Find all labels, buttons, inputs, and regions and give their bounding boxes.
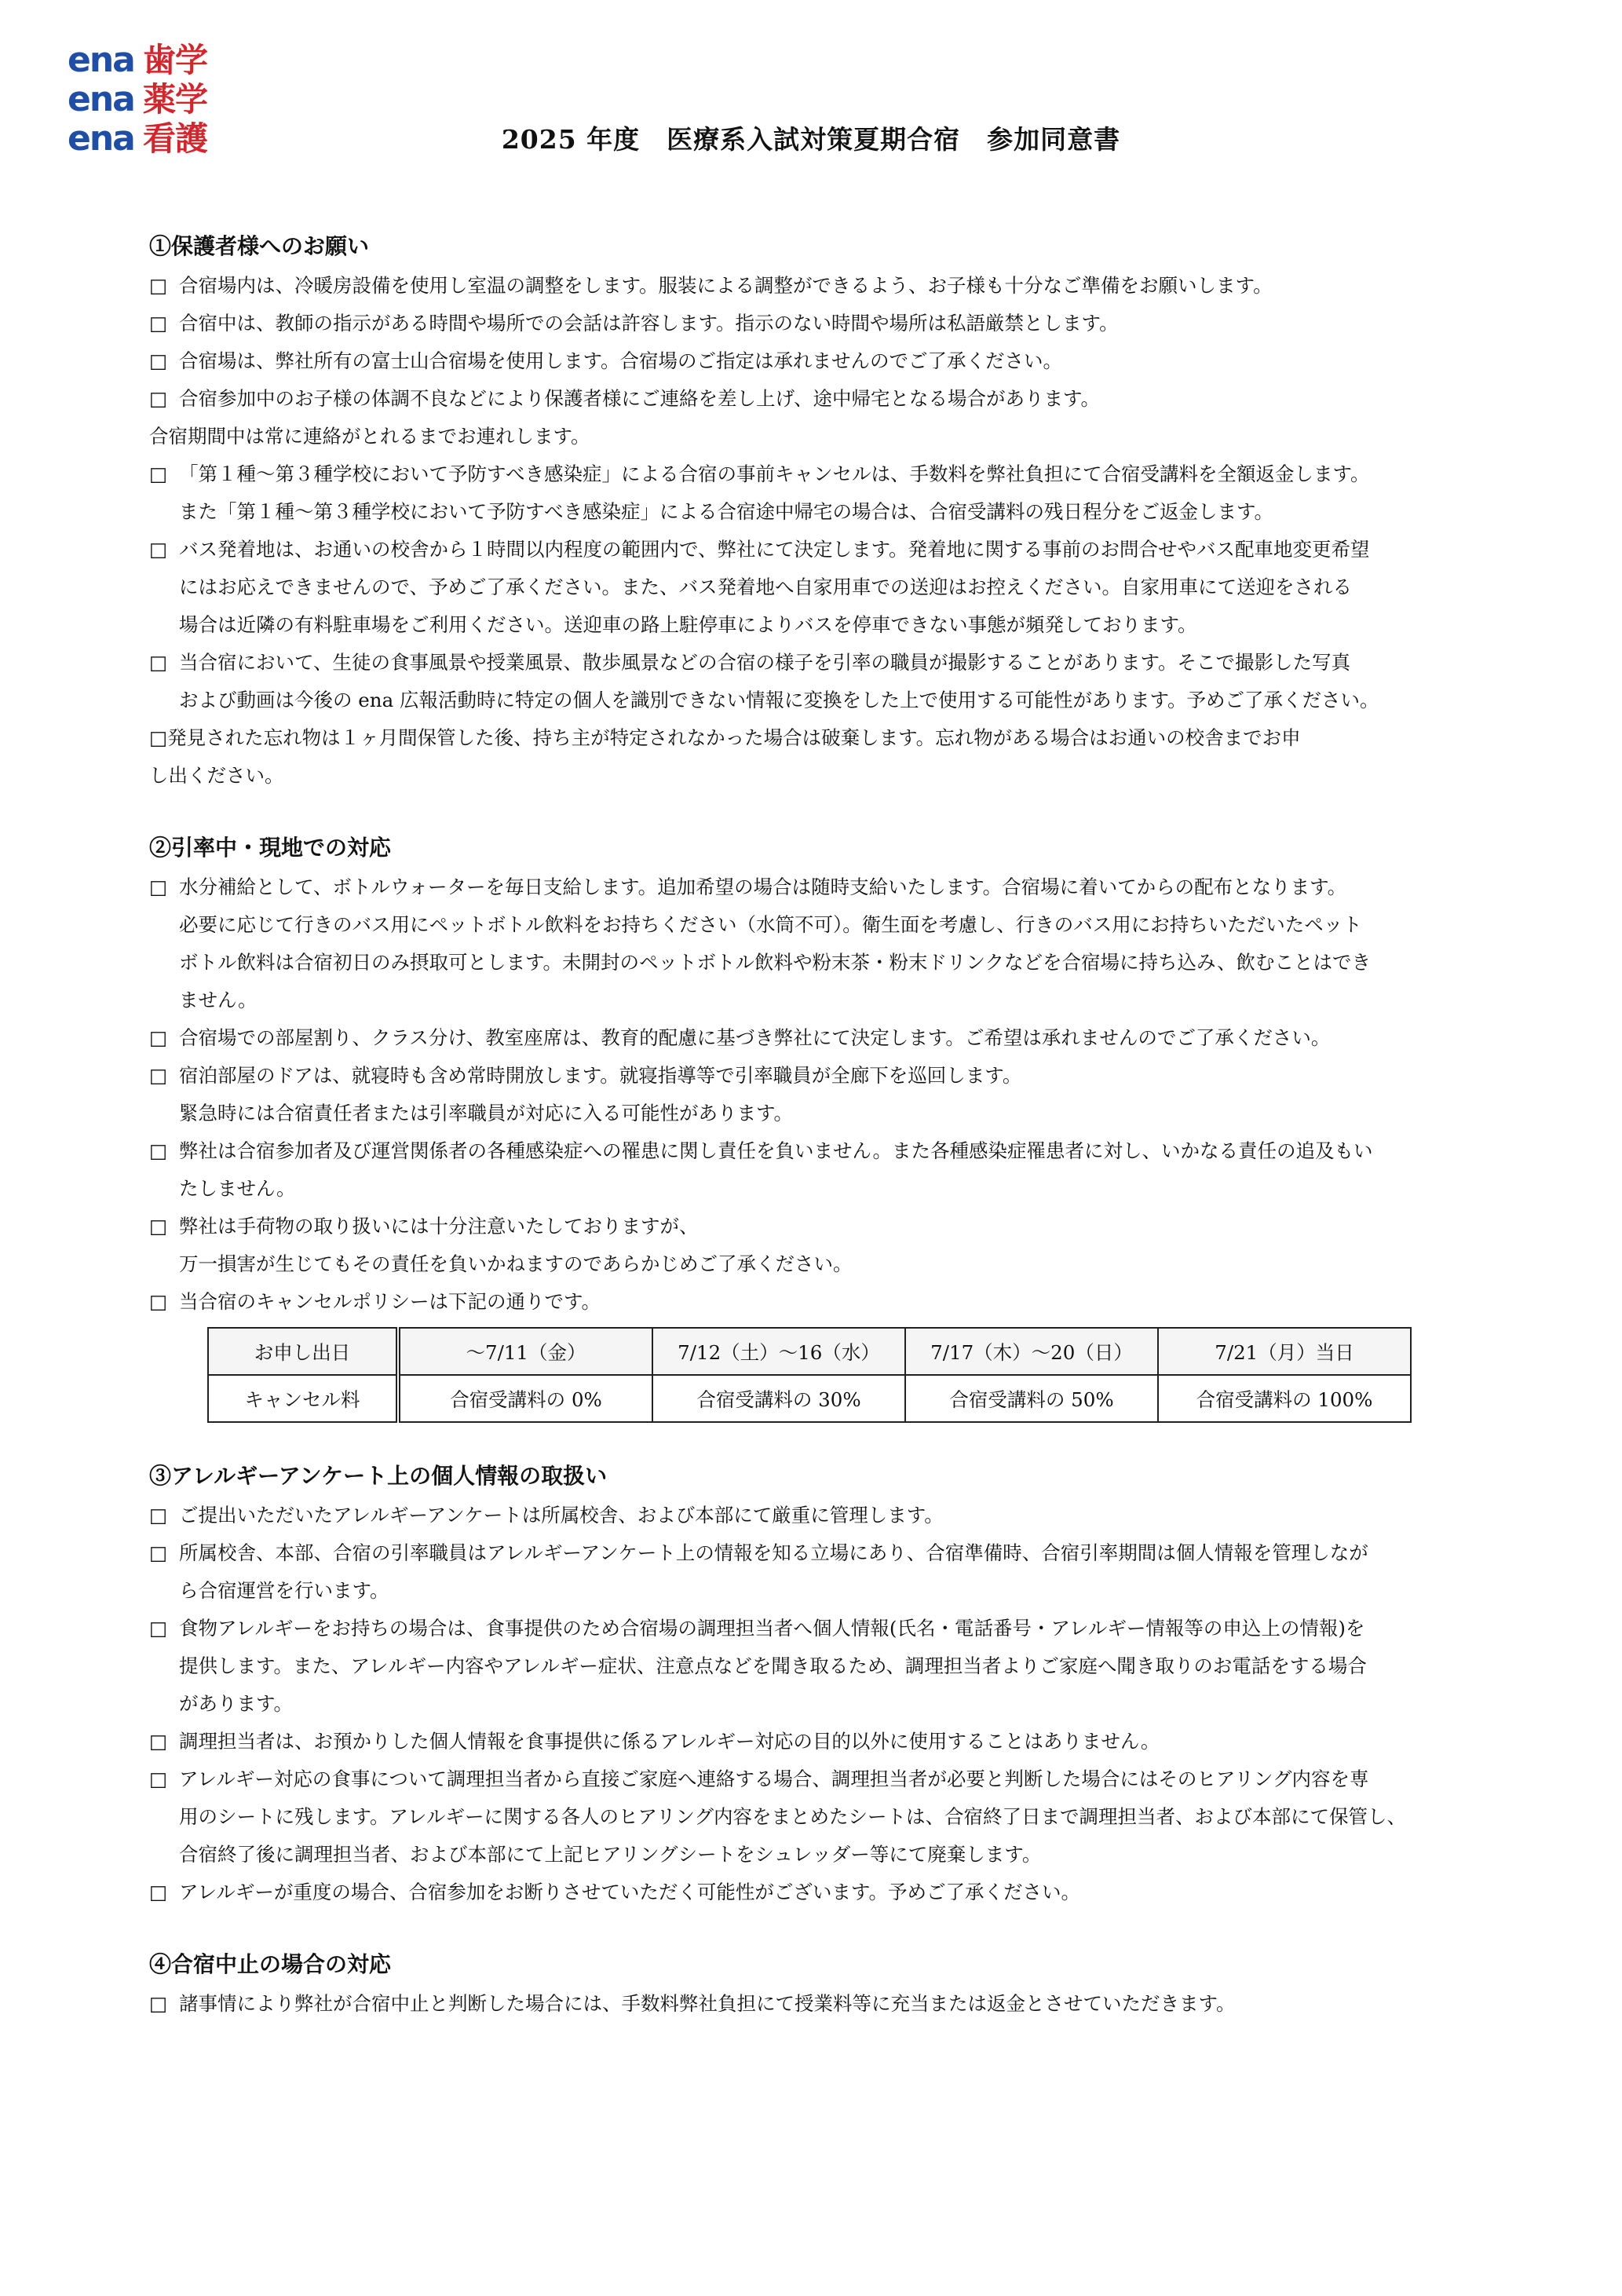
checklist-item-doors [149, 1057, 1484, 1095]
checklist-item [149, 1760, 1484, 1874]
checkbox-icon: □ [149, 349, 168, 372]
checklist-item [149, 1985, 1484, 2023]
checkbox-icon: □ [149, 1541, 168, 1564]
checklist-item [149, 305, 1484, 342]
item-text: 食物アレルギーをお持ちの場合は、食事提供のため合宿場の調理担当者へ個人情報(氏名・電話番号・アレルギー情報等の申込上の情報)を [179, 1617, 1365, 1640]
checklist-item [149, 380, 1484, 418]
table-row [208, 1328, 1411, 1375]
logo-row-pharmacy [68, 80, 232, 119]
logo-kanji-pharmacy: 薬学 [143, 80, 208, 119]
item-text: 必要に応じて行きのバス用にペットボトル飲料をお持ちください（水筒不可）。衛生面を考慮し、行きのバス用にお持ちいただいたペット [179, 913, 1362, 936]
item-text: 宿泊部屋のドアは、就寝時も含め常時開放します。就寝指導等で引率職員が全廊下を巡回します。 [179, 1064, 1022, 1087]
checkbox-icon: □ [149, 1290, 168, 1313]
item-text: ボトル飲料は合宿初日のみ摂取可とします。未開封のペットボトル飲料や粉末茶・粉末ドリンクなどを合宿場に持ち込み、飲むことはでき [179, 951, 1372, 974]
item-text: にはお応えできませんので、予めご了承ください。また、バス発着地へ自家用車での送迎はお控えください。自家用車にて送迎をされる [179, 576, 1353, 598]
item-text-lost-items: し出ください。 [149, 764, 284, 787]
checklist-item [149, 1874, 1484, 1911]
logo-ena-mark: ena [68, 79, 134, 119]
section-camp-cancellation [149, 1946, 1484, 2023]
item-text: があります。 [179, 1692, 294, 1715]
logo-ena-mark: ena [68, 40, 134, 80]
logo-ena-mark: ena [68, 119, 134, 159]
item-text-lost-items: □発見された忘れ物は１ヶ月間保管した後、持ち主が特定されなかった場合は破棄します。忘れ物がある場合はお通いの校舎までお申 [149, 726, 1301, 749]
checkbox-icon: □ [149, 274, 168, 297]
checkbox-icon: □ [149, 387, 168, 410]
item-text: 万一損害が生じてもその責任を負いかねますのであらかじめご了承ください。 [179, 1252, 853, 1275]
table-cell: 合宿受講料の 100% [1158, 1375, 1411, 1422]
item-text: 用のシートに残します。アレルギーに関する各人のヒアリング内容をまとめたシートは、合宿終了日まで調理担当者、および本部にて保管し、 [179, 1805, 1406, 1828]
checkbox-icon: □ [149, 312, 168, 335]
checklist-item [149, 1497, 1484, 1534]
item-text: 合宿終了後に調理担当者、および本部にて上記ヒアリングシートをシュレッダー等にて廃棄します。 [179, 1843, 1042, 1866]
table-header-cell: キャンセル料 [208, 1375, 398, 1422]
item-text: 所属校舎、本部、合宿の引率職員はアレルギーアンケート上の情報を知る立場にあり、合宿準備時、合宿引率期間は個人情報を管理しなが [179, 1541, 1368, 1564]
item-text: 合宿場での部屋割り、クラス分け、教室座席は、教育的配慮に基づき弊社にて決定します。ご希望は承れませんのでご了承ください。 [179, 1026, 1331, 1049]
item-text: 弊社は合宿参加者及び運営関係者の各種感染症への罹患に関し責任を負いません。また各種感染症罹患者に対し、いかなる責任の追及もい [179, 1139, 1373, 1162]
section-heading: ③アレルギーアンケート上の個人情報の取扱い [149, 1463, 608, 1489]
table-cell: 〜7/11（金） [398, 1328, 652, 1375]
checkbox-icon: □ [149, 1064, 168, 1087]
item-text: アレルギー対応の食事について調理担当者から直接ご家庭へ連絡する場合、調理担当者が必要と判断した場合にはそのヒアリング内容を専 [179, 1768, 1369, 1790]
item-text: 水分補給として、ボトルウォーターを毎日支給します。追加希望の場合は随時支給いたします。合宿場に着いてからの配布となります。 [179, 876, 1347, 898]
item-text: 合宿場内は、冷暖房設備を使用し室温の調整をします。服装による調整ができるよう、お子様も十分なご準備をお願いします。 [179, 274, 1273, 297]
checklist-item-infection [149, 455, 1484, 531]
section-heading: ①保護者様へのお願い [149, 233, 370, 259]
cancellation-fee-table [207, 1327, 1412, 1423]
section-heading: ②引率中・現地での対応 [149, 835, 392, 861]
checklist-item [149, 1534, 1484, 1610]
checkbox-icon: □ [149, 1617, 168, 1640]
table-row [208, 1375, 1411, 1422]
item-text: また「第１種〜第３種学校において予防すべき感染症」による合宿途中帰宅の場合は、合宿受講料の残日程分をご返金します。 [179, 500, 1274, 523]
document-title: 2025 年度 医療系入試対策夏期合宿 参加同意書 [501, 124, 1121, 155]
table-cell: 7/17（木）〜20（日） [905, 1328, 1158, 1375]
checklist-item [149, 1723, 1484, 1760]
checklist-item-cancel-policy [149, 1283, 1484, 1321]
item-text: ご提出いただいたアレルギーアンケートは所属校舎、および本部にて厳重に管理します。 [179, 1504, 944, 1526]
checklist-item-water [149, 868, 1484, 1019]
item-text: 緊急時には合宿責任者または引率職員が対応に入る可能性があります。 [179, 1102, 794, 1124]
item-text: たしません。 [179, 1177, 296, 1200]
checkbox-icon: □ [149, 1881, 168, 1903]
checklist-item [149, 267, 1484, 305]
item-text: 合宿参加中のお子様の体調不良などにより保護者様にご連絡を差し上げ、途中帰宅となる場合があります。 [179, 387, 1101, 410]
item-text: ません。 [179, 989, 258, 1011]
item-text: ら合宿運営を行います。 [179, 1579, 389, 1602]
table-cell: 7/12（土）〜16（水） [652, 1328, 905, 1375]
logo-row-dentistry [68, 41, 232, 80]
table-cell: 合宿受講料の 50% [905, 1375, 1158, 1422]
document-body [149, 228, 1484, 2057]
checklist-item-rooms [149, 1019, 1484, 1057]
checkbox-icon: □ [149, 1992, 168, 2015]
checkbox-icon: □ [149, 1768, 168, 1790]
checklist-item [149, 342, 1484, 380]
checklist-item-liability [149, 1132, 1484, 1208]
table-header-cell: お申し出日 [208, 1328, 398, 1375]
item-text: 場合は近隣の有料駐車場をご利用ください。送迎車の路上駐停車によりバスを停車できない事態が頻発しております。 [179, 613, 1197, 636]
checkbox-icon: □ [149, 462, 168, 485]
section-heading: ④合宿中止の場合の対応 [149, 1951, 392, 1977]
checkbox-icon: □ [149, 1139, 168, 1162]
checkbox-icon: □ [149, 538, 168, 561]
item-text: および動画は今後の ena 広報活動時に特定の個人を識別できない情報に変換をした上で使用する可能性があります。予めご了承ください。 [179, 689, 1379, 711]
checkbox-icon: □ [149, 651, 168, 674]
checkbox-icon: □ [149, 876, 168, 898]
logo-kanji-nursing: 看護 [143, 119, 208, 158]
section-allergy-privacy [149, 1457, 1484, 1911]
item-text: 合宿場は、弊社所有の富士山合宿場を使用します。合宿場のご指定は承れませんのでご了承ください。 [179, 349, 1063, 372]
item-note: 合宿期間中は常に連絡がとれるまでお連れします。 [149, 425, 590, 448]
checklist-item-photo [149, 644, 1484, 719]
section-guardian-requests [149, 228, 1484, 795]
table-cell: 合宿受講料の 0% [398, 1375, 652, 1422]
logo-kanji-dentistry: 歯学 [143, 41, 208, 79]
checklist-item [149, 1610, 1484, 1723]
section-onsite-handling [149, 829, 1484, 1423]
table-cell: 7/21（月）当日 [1158, 1328, 1411, 1375]
item-text: アレルギーが重度の場合、合宿参加をお断りさせていただく可能性がございます。予めご了承ください。 [179, 1881, 1080, 1903]
table-cell: 合宿受講料の 30% [652, 1375, 905, 1422]
item-text: 「第１種〜第３種学校において予防すべき感染症」による合宿の事前キャンセルは、手数料を弊社負担にて合宿受講料を全額返金します。 [179, 462, 1370, 485]
item-text: 当合宿において、生徒の食事風景や授業風景、散歩風景などの合宿の様子を引率の職員が撮影することがあります。そこで撮影した写真 [179, 651, 1351, 674]
checkbox-icon: □ [149, 1026, 168, 1049]
checkbox-icon: □ [149, 1504, 168, 1526]
item-text: 合宿中は、教師の指示がある時間や場所での会話は許容します。指示のない時間や場所は私語厳禁とします。 [179, 312, 1119, 335]
item-text: 弊社は手荷物の取り扱いには十分注意いたしておりますが、 [179, 1215, 699, 1238]
item-text: 提供します。また、アレルギー内容やアレルギー症状、注意点などを聞き取るため、調理担当者よりご家庭へ聞き取りのお電話をする場合 [179, 1654, 1367, 1677]
checkbox-icon: □ [149, 1215, 168, 1238]
item-text: 当合宿のキャンセルポリシーは下記の通りです。 [179, 1290, 601, 1313]
item-text: バス発着地は、お通いの校舎から１時間以内程度の範囲内で、弊社にて決定します。発着地に関する事前のお問合せやバス配車地変更希望 [179, 538, 1370, 561]
checklist-item-bus [149, 531, 1484, 644]
item-text: 調理担当者は、お預かりした個人情報を食事提供に係るアレルギー対応の目的以外に使用することはありません。 [179, 1730, 1160, 1753]
checklist-item-baggage [149, 1208, 1484, 1283]
checkbox-icon: □ [149, 1730, 168, 1753]
item-text: 諸事情により弊社が合宿中止と判断した場合には、手数料弊社負担にて授業料等に充当または返金とさせていただきます。 [179, 1992, 1236, 2015]
